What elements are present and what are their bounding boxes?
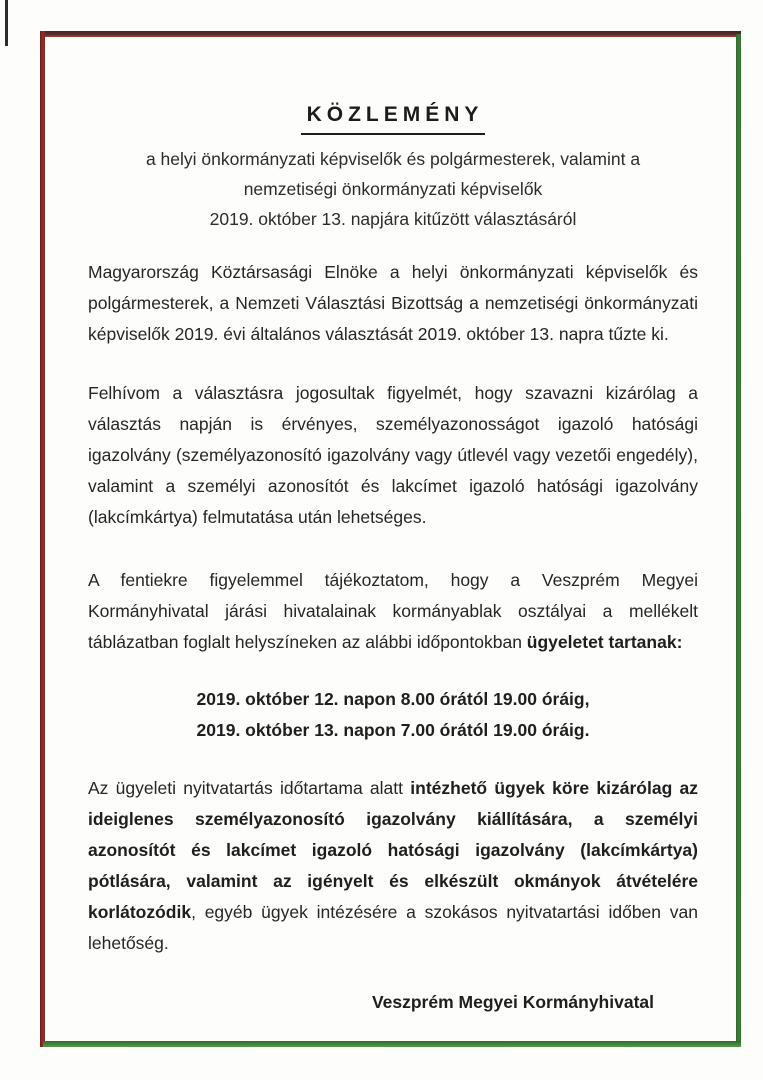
subtitle-line-2: nemzetiségi önkormányzati képviselők: [243, 179, 543, 199]
subtitle-line-3: 2019. október 13. napjára kitűzött választásáról: [209, 209, 577, 229]
paragraph-duty-service-normal-text: A fentiekre figyelemmel tájékoztatom, hogy a Veszprém Megyei Kormányhivatal járási hivatalainak kormányablak osztályai a mellékelt táblázatban foglalt helyszíneken az alábbi időpontokban: [88, 570, 698, 652]
frame-right-edge-green: [736, 34, 741, 1047]
paragraph-voter-id-requirements: Felhívom a választásra jogosultak figyelmét, hogy szavazni kizárólag a választás napján is érvényes, személyazonosságot igazoló hatósági igazolvány (személyazonosító igazolvány vagy útlevél vagy vezetői engedély), valamint a személyi azonosítót és lakcímet igazoló hatósági igazolvány (lakcímkártya) felmutatása után lehetséges.: [88, 383, 698, 527]
paragraph-available-services-bold: intézhető ügyek köre kizárólag az ideiglenes személyazonosító igazolvány kiállítására, a személyi azonosítót és lakcímet igazoló hatósági igazolvány (lakcímkártya) pótlására, valamint az igényelt és elkészült okmányok átvételére korlátozódik: [88, 778, 699, 922]
title-block: [88, 99, 698, 135]
duty-schedule-block: [88, 684, 698, 746]
paragraph-duty-service-info: [88, 565, 698, 658]
document-content: [88, 0, 698, 1018]
duty-schedule-line-1: 2019. október 12. napon 8.00 órától 19.00 óráig,: [196, 689, 590, 709]
frame-left-edge-red: [40, 31, 45, 1047]
page-title: KÖZLEMÉNY: [301, 99, 486, 135]
scan-edge-artifact: [5, 0, 8, 46]
paragraph-available-services: [88, 773, 698, 959]
subtitle-line-1: a helyi önkormányzati képviselők és polgármesterek, valamint a: [145, 149, 641, 169]
paragraph-available-services-tail: , egyéb ügyek intézésére a szokásos nyitvatartási időben van lehetőség.: [88, 902, 698, 953]
subtitle-block: [88, 144, 698, 234]
paragraph-available-services-lead: Az ügyeleti nyitvatartás időtartama alatt: [88, 778, 411, 798]
signature-issuer: Veszprém Megyei Kormányhivatal: [371, 992, 654, 1012]
paragraph-election-announcement: Magyarország Köztársasági Elnöke a helyi önkormányzati képviselők és polgármesterek, a Nemzeti Választási Bizottság a nemzetiségi önkormányzati képviselők 2019. évi általános választását 2019. október 13. napra tűzte ki.: [88, 262, 698, 344]
frame-bottom-edge-green: [43, 1041, 741, 1047]
duty-schedule-line-2: 2019. október 13. napon 7.00 órától 19.00 óráig.: [196, 720, 590, 740]
paragraph-duty-service-bold-text: ügyeletet tartanak:: [526, 632, 683, 652]
